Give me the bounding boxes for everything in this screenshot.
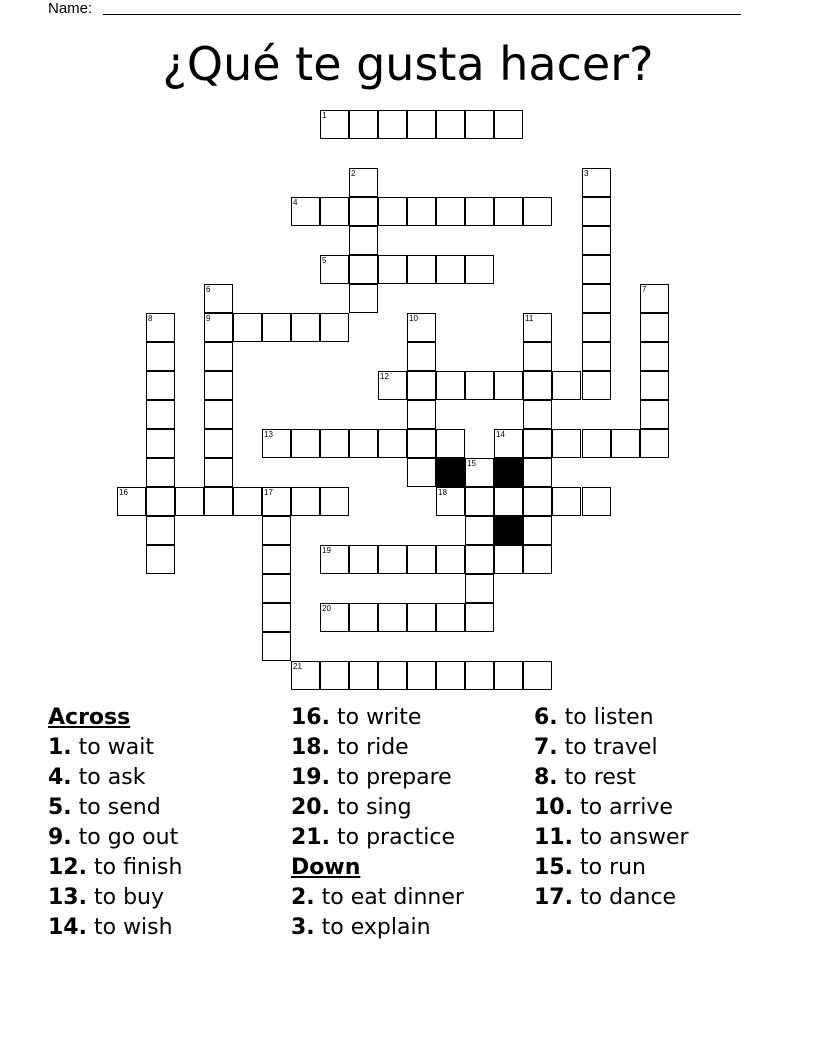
clue-item xyxy=(534,703,689,733)
clue-number: 12 xyxy=(380,372,389,381)
crossword-cell[interactable] xyxy=(378,603,407,632)
crossword-cell[interactable] xyxy=(146,458,175,487)
crossword-cell[interactable] xyxy=(262,603,291,632)
clue-item-number: 1. xyxy=(48,735,72,760)
crossword-cell[interactable] xyxy=(465,545,494,574)
crossword-cell[interactable] xyxy=(204,284,233,313)
crossword-cell[interactable] xyxy=(523,545,552,574)
clue-number: 16 xyxy=(119,488,128,497)
clue-number: 11 xyxy=(525,314,534,323)
crossword-cell[interactable] xyxy=(320,487,349,516)
clue-number: 4 xyxy=(293,198,298,207)
clue-item-text: to ride xyxy=(336,735,409,760)
clue-item-number: 3. xyxy=(291,915,315,940)
crossword-cell[interactable] xyxy=(407,458,436,487)
crossword-cell[interactable] xyxy=(436,487,465,516)
crossword-cell[interactable] xyxy=(349,255,378,284)
clue-item-number: 18. xyxy=(291,735,330,760)
crossword-cell[interactable] xyxy=(320,603,349,632)
clue-item xyxy=(291,823,464,853)
clue-item-number: 19. xyxy=(291,765,330,790)
clue-item-text: to explain xyxy=(321,915,431,940)
clues-column-3 xyxy=(534,703,689,913)
crossword-cell[interactable] xyxy=(640,400,669,429)
clue-item-number: 17. xyxy=(534,885,573,910)
clue-item xyxy=(291,883,464,913)
crossword-cell[interactable] xyxy=(494,429,523,458)
crossword-cell[interactable] xyxy=(291,429,320,458)
clue-item xyxy=(48,853,182,883)
crossword-cell[interactable] xyxy=(407,429,436,458)
clue-item-text: to finish xyxy=(93,855,183,880)
crossword-cell[interactable] xyxy=(378,661,407,690)
crossword-cell[interactable] xyxy=(204,400,233,429)
crossword-cell[interactable] xyxy=(436,545,465,574)
crossword-cell[interactable] xyxy=(582,371,611,400)
clue-item xyxy=(534,823,689,853)
clue-item-number: 5. xyxy=(48,795,72,820)
crossword-cell[interactable] xyxy=(407,110,436,139)
crossword-cell[interactable] xyxy=(291,313,320,342)
crossword-cell[interactable] xyxy=(465,255,494,284)
crossword-cell[interactable] xyxy=(349,603,378,632)
crossword-cell[interactable] xyxy=(494,661,523,690)
page-title: ¿Qué te gusta hacer? xyxy=(162,37,654,91)
crossword-cell[interactable] xyxy=(146,371,175,400)
clue-number: 8 xyxy=(148,314,153,323)
crossword-cell[interactable] xyxy=(349,168,378,197)
clue-item-number: 2. xyxy=(291,885,315,910)
clue-item-number: 6. xyxy=(534,705,558,730)
clue-item-text: to dance xyxy=(579,885,677,910)
crossword-cell[interactable] xyxy=(582,197,611,226)
crossword-cell[interactable] xyxy=(640,284,669,313)
across-heading: Across xyxy=(48,705,131,730)
crossword-cell[interactable] xyxy=(582,429,611,458)
crossword-cell[interactable] xyxy=(640,342,669,371)
clue-item-number: 4. xyxy=(48,765,72,790)
clue-number: 6 xyxy=(206,285,211,294)
clue-item-text: to arrive xyxy=(579,795,673,820)
crossword-cell[interactable] xyxy=(349,545,378,574)
crossword-cell[interactable] xyxy=(146,429,175,458)
crossword-cell[interactable] xyxy=(465,661,494,690)
crossword-cell[interactable] xyxy=(349,429,378,458)
crossword-cell[interactable] xyxy=(523,516,552,545)
crossword-cell[interactable] xyxy=(262,313,291,342)
clue-number: 10 xyxy=(409,314,418,323)
crossword-cell[interactable] xyxy=(436,255,465,284)
clue-number: 17 xyxy=(264,488,273,497)
crossword-cell[interactable] xyxy=(582,487,611,516)
crossword-cell[interactable] xyxy=(640,429,669,458)
crossword-cell[interactable] xyxy=(146,313,175,342)
crossword-cell[interactable] xyxy=(378,371,407,400)
crossword-cell[interactable] xyxy=(436,603,465,632)
crossword-cell[interactable] xyxy=(407,255,436,284)
crossword-cell[interactable] xyxy=(204,429,233,458)
clue-item-number: 10. xyxy=(534,795,573,820)
crossword-cell[interactable] xyxy=(320,545,349,574)
clue-item-number: 7. xyxy=(534,735,558,760)
clue-number: 21 xyxy=(293,662,302,671)
crossword-cell[interactable] xyxy=(407,661,436,690)
crossword-cell[interactable] xyxy=(436,371,465,400)
clue-item-text: to rest xyxy=(564,765,636,790)
clue-item-number: 14. xyxy=(48,915,87,940)
crossword-cell[interactable] xyxy=(494,197,523,226)
crossword-cell[interactable] xyxy=(465,110,494,139)
crossword-cell[interactable] xyxy=(523,661,552,690)
crossword-cell[interactable] xyxy=(320,313,349,342)
crossword-cell[interactable] xyxy=(320,197,349,226)
crossword-cell[interactable] xyxy=(378,255,407,284)
crossword-cell[interactable] xyxy=(407,197,436,226)
clues-column-1 xyxy=(48,703,182,943)
crossword-cell[interactable] xyxy=(349,284,378,313)
crossword-cell[interactable] xyxy=(407,313,436,342)
crossword-cell[interactable] xyxy=(320,255,349,284)
clue-item-number: 9. xyxy=(48,825,72,850)
crossword-cell[interactable] xyxy=(262,429,291,458)
crossword-cell[interactable] xyxy=(291,197,320,226)
name-blank-line[interactable] xyxy=(103,14,741,15)
clue-item xyxy=(48,763,182,793)
clue-item xyxy=(48,793,182,823)
crossword-cell[interactable] xyxy=(407,545,436,574)
clue-item xyxy=(291,793,464,823)
clue-item xyxy=(534,733,689,763)
crossword-cell[interactable] xyxy=(175,487,204,516)
clue-item xyxy=(534,883,689,913)
clue-item xyxy=(534,793,689,823)
crossword-cell[interactable] xyxy=(494,110,523,139)
clue-item-text: to practice xyxy=(336,825,456,850)
crossword-cell[interactable] xyxy=(407,400,436,429)
crossword-cell[interactable] xyxy=(378,110,407,139)
crossword-cell[interactable] xyxy=(436,429,465,458)
crossword-cell[interactable] xyxy=(436,110,465,139)
clue-item-number: 15. xyxy=(534,855,573,880)
crossword-cell[interactable] xyxy=(204,342,233,371)
crossword-cell[interactable] xyxy=(233,487,262,516)
crossword-cell[interactable] xyxy=(349,110,378,139)
crossword-cell[interactable] xyxy=(523,342,552,371)
crossword-cell[interactable] xyxy=(349,226,378,255)
clue-item-number: 21. xyxy=(291,825,330,850)
crossword-cell[interactable] xyxy=(262,632,291,661)
crossword-cell[interactable] xyxy=(465,458,494,487)
crossword-cell[interactable] xyxy=(204,458,233,487)
clue-number: 14 xyxy=(496,430,505,439)
clue-item-text: to wait xyxy=(78,735,154,760)
clue-item-text: to sing xyxy=(336,795,412,820)
crossword-cell[interactable] xyxy=(320,110,349,139)
crossword-cell[interactable] xyxy=(582,168,611,197)
clue-number: 3 xyxy=(584,169,589,178)
crossword-cell[interactable] xyxy=(407,603,436,632)
crossword-cell[interactable] xyxy=(262,487,291,516)
clue-item-text: to answer xyxy=(579,825,689,850)
clue-item-number: 20. xyxy=(291,795,330,820)
clue-item xyxy=(291,733,464,763)
crossword-cell[interactable] xyxy=(465,516,494,545)
crossword-cell[interactable] xyxy=(349,661,378,690)
crossword-cell[interactable] xyxy=(523,371,552,400)
clue-item-text: to travel xyxy=(564,735,658,760)
clue-item-text: to ask xyxy=(78,765,146,790)
crossword-cell[interactable] xyxy=(523,487,552,516)
clue-number: 9 xyxy=(206,314,211,323)
clue-item-number: 16. xyxy=(291,705,330,730)
clue-item-number: 8. xyxy=(534,765,558,790)
crossword-cell[interactable] xyxy=(582,226,611,255)
crossword-cell[interactable] xyxy=(349,197,378,226)
clue-item xyxy=(48,823,182,853)
clue-number: 18 xyxy=(438,488,447,497)
clue-item-number: 13. xyxy=(48,885,87,910)
crossword-cell[interactable] xyxy=(582,313,611,342)
crossword-cell[interactable] xyxy=(262,516,291,545)
crossword-cell[interactable] xyxy=(320,429,349,458)
crossword-cell[interactable] xyxy=(262,545,291,574)
crossword-cell[interactable] xyxy=(320,661,349,690)
crossword-cell[interactable] xyxy=(640,371,669,400)
crossword-cell[interactable] xyxy=(146,487,175,516)
clue-item-text: to run xyxy=(579,855,646,880)
crossword-cell[interactable] xyxy=(204,487,233,516)
clue-item-text: to wish xyxy=(93,915,173,940)
clue-item xyxy=(291,703,464,733)
clue-item xyxy=(48,733,182,763)
crossword-cell[interactable] xyxy=(465,197,494,226)
crossword-cell[interactable] xyxy=(552,429,581,458)
blocked-cell xyxy=(436,458,465,487)
crossword-cell[interactable] xyxy=(582,255,611,284)
clue-number: 19 xyxy=(322,546,331,555)
clue-item-number: 11. xyxy=(534,825,573,850)
crossword-cell[interactable] xyxy=(407,342,436,371)
clue-item-text: to buy xyxy=(93,885,164,910)
clue-item-text: to listen xyxy=(564,705,654,730)
clue-item xyxy=(291,763,464,793)
clue-number: 20 xyxy=(322,604,331,613)
crossword-cell[interactable] xyxy=(146,516,175,545)
crossword-cell[interactable] xyxy=(465,371,494,400)
clue-item-number: 12. xyxy=(48,855,87,880)
crossword-cell[interactable] xyxy=(407,371,436,400)
crossword-cell[interactable] xyxy=(146,342,175,371)
clue-item-text: to go out xyxy=(78,825,179,850)
crossword-cell[interactable] xyxy=(582,284,611,313)
crossword-cell[interactable] xyxy=(378,429,407,458)
clue-item xyxy=(48,913,182,943)
crossword-cell[interactable] xyxy=(582,342,611,371)
crossword-cell[interactable] xyxy=(436,197,465,226)
crossword-cell[interactable] xyxy=(291,661,320,690)
clues-column-2 xyxy=(291,703,464,943)
crossword-cell[interactable] xyxy=(494,371,523,400)
clue-number: 1 xyxy=(322,111,327,120)
crossword-cell[interactable] xyxy=(436,661,465,690)
clue-item xyxy=(534,853,689,883)
crossword-cell[interactable] xyxy=(117,487,146,516)
crossword-cell[interactable] xyxy=(378,545,407,574)
crossword-cell[interactable] xyxy=(523,429,552,458)
clue-item xyxy=(291,913,464,943)
crossword-cell[interactable] xyxy=(204,371,233,400)
clue-number: 2 xyxy=(351,169,356,178)
crossword-cell[interactable] xyxy=(494,545,523,574)
clue-number: 13 xyxy=(264,430,273,439)
crossword-cell[interactable] xyxy=(262,574,291,603)
blocked-cell xyxy=(494,516,523,545)
crossword-cell[interactable] xyxy=(291,487,320,516)
clue-number: 7 xyxy=(642,285,647,294)
down-heading: Down xyxy=(291,855,361,880)
crossword-cell[interactable] xyxy=(640,313,669,342)
clue-item xyxy=(534,763,689,793)
clue-item xyxy=(48,883,182,913)
crossword-cell[interactable] xyxy=(523,313,552,342)
crossword-cell[interactable] xyxy=(204,313,233,342)
crossword-cell[interactable] xyxy=(465,603,494,632)
crossword-cell[interactable] xyxy=(523,458,552,487)
clue-number: 5 xyxy=(322,256,327,265)
clue-item-text: to send xyxy=(78,795,161,820)
crossword-cell[interactable] xyxy=(465,574,494,603)
name-label: Name: xyxy=(48,0,93,17)
clue-item-text: to write xyxy=(336,705,422,730)
crossword-cell[interactable] xyxy=(378,197,407,226)
crossword-cell[interactable] xyxy=(146,400,175,429)
clue-item-text: to prepare xyxy=(336,765,452,790)
blocked-cell xyxy=(494,458,523,487)
crossword-cell[interactable] xyxy=(146,545,175,574)
clue-number: 15 xyxy=(467,459,476,468)
crossword-cell[interactable] xyxy=(611,429,640,458)
crossword-cell[interactable] xyxy=(465,487,494,516)
crossword-cell[interactable] xyxy=(494,487,523,516)
clue-item-text: to eat dinner xyxy=(321,885,464,910)
crossword-cell[interactable] xyxy=(552,371,581,400)
crossword-cell[interactable] xyxy=(523,197,552,226)
crossword-cell[interactable] xyxy=(552,487,581,516)
crossword-cell[interactable] xyxy=(233,313,262,342)
crossword-cell[interactable] xyxy=(523,400,552,429)
